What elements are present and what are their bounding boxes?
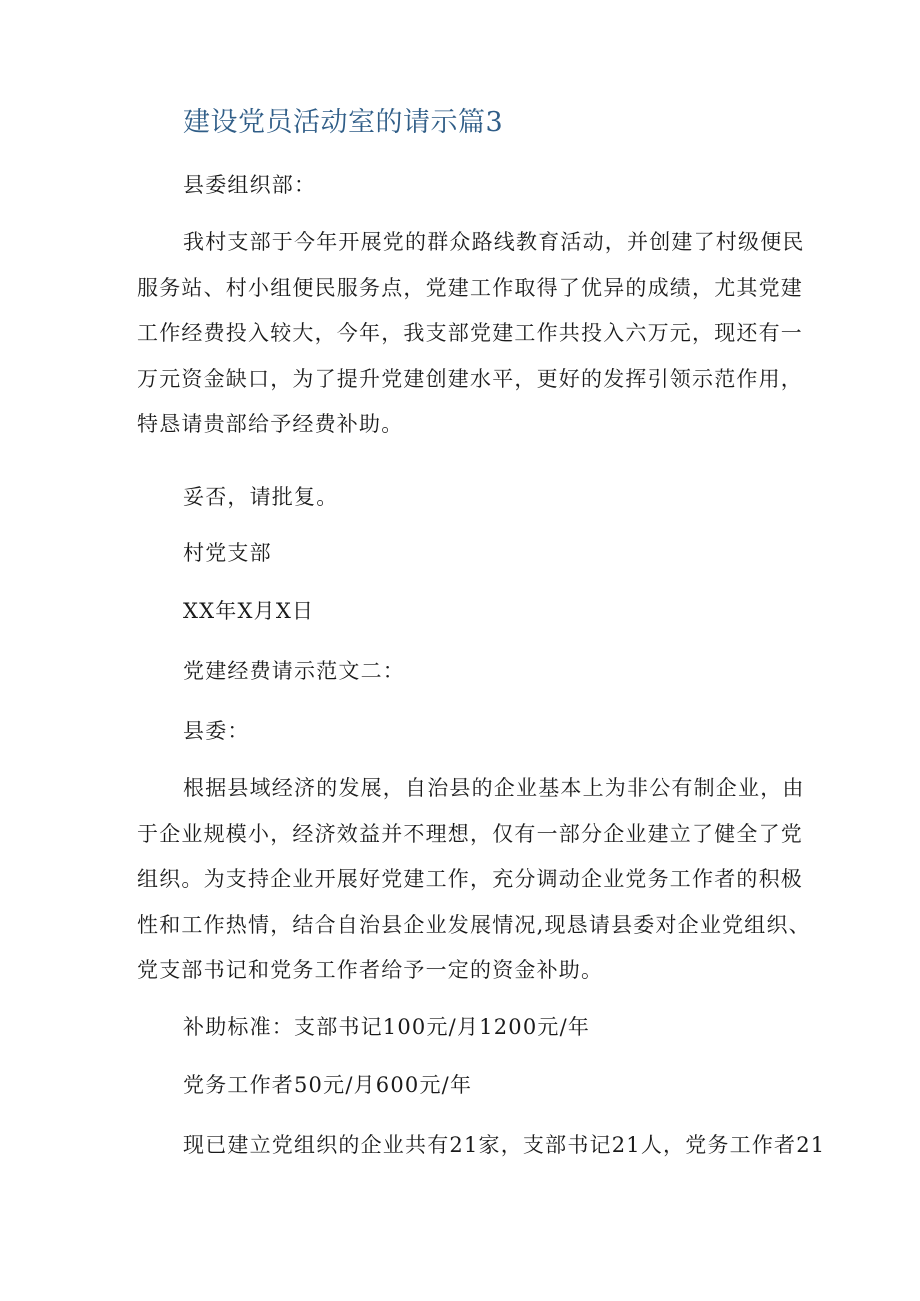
date-line: XX年X月X日: [183, 599, 315, 623]
request-paragraph-1: [137, 220, 805, 448]
paragraph-line: 我村支部于今年开展党的群众路线教育活动，并创建了村级便民: [183, 230, 805, 254]
subsidy-standard-line: 补助标准：支部书记100元/月1200元/年: [183, 1015, 591, 1039]
paragraph-line: 特恳请贵部给予经费补助。: [137, 412, 404, 436]
paragraph-line: 工作经费投入较大，今年，我支部党建工作共投入六万元，现还有一: [137, 321, 803, 345]
enterprise-count-line: 现已建立党组织的企业共有21家，支部书记21人，党务工作者21: [183, 1133, 826, 1157]
paragraph-line: 性和工作热情，结合自治县企业发展情况,现恳请县委对企业党组织、: [137, 912, 811, 937]
section-heading: 党建经费请示范文二：: [183, 659, 405, 683]
salutation-county-org-dept: 县委组织部：: [183, 173, 317, 197]
paragraph-line: 万元资金缺口，为了提升党建创建水平，更好的发挥引领示范作用，: [137, 366, 803, 391]
closing-line: 妥否，请批复。: [183, 485, 339, 509]
paragraph-line: 党支部书记和党务工作者给予一定的资金补助。: [137, 958, 604, 982]
salutation-county-committee: 县委：: [183, 719, 250, 743]
paragraph-line: 于企业规模小，经济效益并不理想，仅有一部分企业建立了健全了党: [137, 821, 803, 846]
party-worker-standard-line: 党务工作者50元/月600元/年: [183, 1073, 473, 1097]
document-title: 建设党员活动室的请示篇3: [183, 107, 504, 138]
paragraph-line: 组织。为支持企业开展好党建工作，充分调动企业党务工作者的积极: [137, 867, 803, 891]
signature-line: 村党支部: [183, 541, 272, 565]
request-paragraph-2: [137, 766, 811, 994]
paragraph-line: 根据县域经济的发展，自治县的企业基本上为非公有制企业，由: [183, 776, 805, 800]
paragraph-line: 服务站、村小组便民服务点，党建工作取得了优异的成绩，尤其党建: [137, 275, 803, 300]
